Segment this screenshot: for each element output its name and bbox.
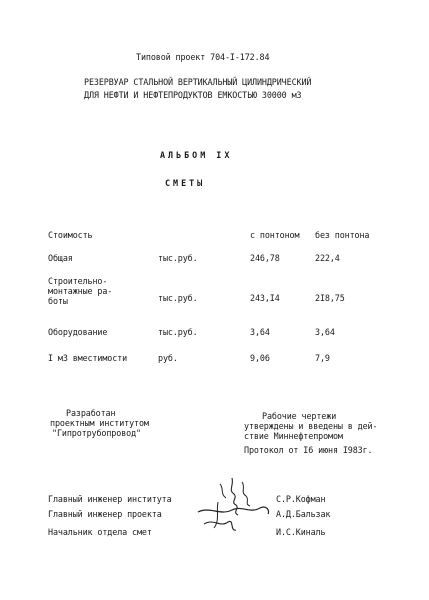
row-capacity-label: I м3 вместимости: [48, 353, 128, 363]
row-construction-label-line2: монтажные ра-: [48, 286, 113, 296]
row-equipment-label: Оборудование: [48, 327, 108, 337]
table-header-item: Стоимость: [48, 230, 93, 240]
row-total-without-pontoon: 222,4: [315, 253, 340, 263]
signature-name-chief-engineer-institute: С.Р.Кофман: [276, 494, 326, 504]
row-construction-label-line1: Строительно-: [48, 276, 108, 286]
signature-role-chief-engineer-project: Главный инженер проекта: [48, 509, 162, 519]
table-header-without-pontoon: без понтона: [315, 230, 370, 240]
row-construction-with-pontoon: 243,I4: [250, 293, 280, 303]
approval-line2: утверждены и введены в дей-: [244, 421, 378, 431]
table-header-with-pontoon: с понтоном: [250, 230, 300, 240]
signature-name-chief-engineer-project: А.Д.Бальзак: [276, 509, 331, 519]
approval-protocol: Протокол от I6 июня I983г.: [244, 445, 373, 455]
approval-line3: ствие Миннефтепромом: [244, 431, 343, 441]
album-subtitle: СМЕТЫ: [165, 178, 206, 188]
developer-line3: "Гипротрубопровод": [52, 428, 141, 438]
signature-role-chief-engineer-institute: Главный инженер института: [48, 494, 172, 504]
row-construction-label-line3: боты: [48, 296, 68, 306]
row-capacity-unit: руб.: [158, 353, 178, 363]
row-construction-unit: тыс.руб.: [158, 293, 198, 303]
document-title-line1: РЕЗЕРВУАР СТАЛЬНОЙ ВЕРТИКАЛЬНЫЙ ЦИЛИНДРИЧЕСКИЙ: [84, 77, 312, 87]
signature-name-head-of-estimates: И.С.Киналь: [276, 527, 326, 537]
row-capacity-without-pontoon: 7,9: [315, 353, 330, 363]
approval-line1: Рабочие чертежи: [262, 411, 337, 421]
row-equipment-unit: тыс.руб.: [158, 327, 198, 337]
row-capacity-with-pontoon: 9,06: [250, 353, 270, 363]
row-equipment-without-pontoon: 3,64: [315, 327, 335, 337]
row-construction-without-pontoon: 2I8,75: [315, 293, 345, 303]
project-number: Типовой проект 704-I-172.84: [136, 52, 270, 62]
document-title-line2: ДЛЯ НЕФТИ И НЕФТЕПРОДУКТОВ ЕМКОСТЬЮ 30000 м3: [84, 90, 302, 100]
album-label: АЛЬБОМ IX: [160, 150, 233, 160]
row-total-unit: тыс.руб.: [158, 253, 198, 263]
row-total-label: Общая: [48, 253, 73, 263]
handwritten-signature: [190, 472, 275, 542]
row-total-with-pontoon: 246,78: [250, 253, 280, 263]
developer-line2: проектным институтом: [50, 418, 149, 428]
row-equipment-with-pontoon: 3,64: [250, 327, 270, 337]
developer-line1: Разработан: [66, 408, 116, 418]
signature-role-head-of-estimates: Начальник отдела смет: [48, 527, 152, 537]
